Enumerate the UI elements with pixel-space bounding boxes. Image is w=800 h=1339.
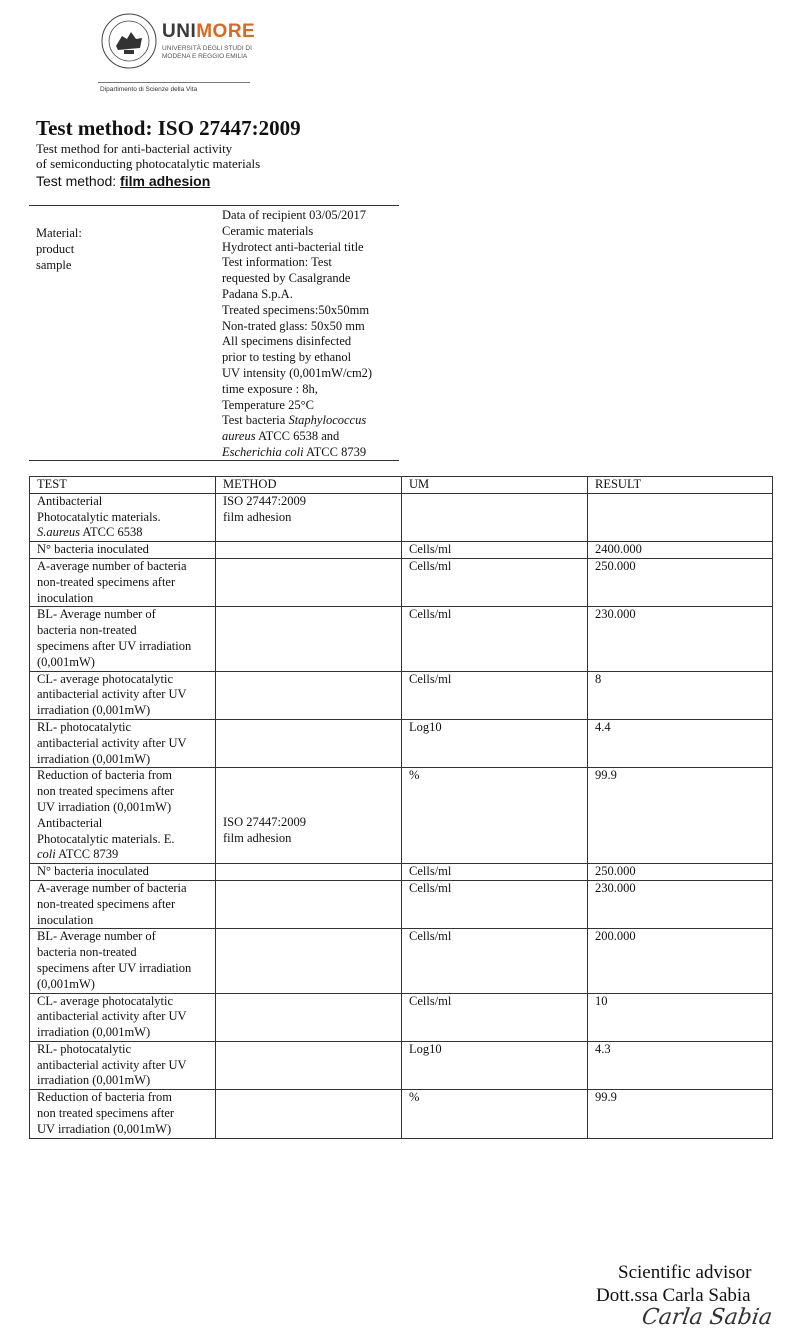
test-line: CL- average photocatalytic bbox=[37, 993, 174, 1008]
test-line: BL- Average number of bbox=[37, 929, 156, 944]
um-cell: Log10 bbox=[402, 1041, 588, 1089]
um-cell: Cells/ml bbox=[402, 864, 588, 881]
um-cell: Log10 bbox=[402, 719, 588, 767]
strain-code: ATCC 6538 bbox=[79, 525, 143, 540]
subtitle-line2: of semiconducting photocatalytic materials bbox=[36, 156, 261, 171]
test-line: Antibacterial bbox=[37, 493, 103, 508]
table-row bbox=[30, 493, 773, 541]
method-cell bbox=[216, 880, 402, 928]
results-table bbox=[29, 476, 773, 1139]
result-cell: 99.9 bbox=[588, 1090, 773, 1138]
university-line1: UNIVERSITÀ DEGLI STUDI DI bbox=[162, 45, 252, 52]
test-line: irradiation (0,001mW) bbox=[37, 703, 151, 718]
test-line: Reduction of bacteria from bbox=[37, 768, 173, 783]
detail-italic: aureus bbox=[222, 429, 256, 444]
header-method: METHOD bbox=[216, 477, 402, 494]
um-cell: Cells/ml bbox=[402, 993, 588, 1041]
detail-line: All specimens disinfected bbox=[222, 334, 352, 349]
test-line: CL- average photocatalytic bbox=[37, 671, 174, 686]
method-cell bbox=[216, 607, 402, 671]
test-cell bbox=[30, 493, 216, 541]
test-line: UV irradiation (0,001mW) bbox=[37, 799, 172, 814]
detail-text: Test bacteria bbox=[222, 413, 289, 428]
test-line: antibacterial activity after UV bbox=[37, 735, 187, 750]
test-line: non treated specimens after bbox=[37, 784, 175, 799]
detail-text: ATCC 6538 and bbox=[255, 429, 340, 444]
material-label: Material: bbox=[36, 226, 82, 240]
result-cell: 250.000 bbox=[588, 558, 773, 606]
test-line: irradiation (0,001mW) bbox=[37, 1073, 151, 1088]
signature-name: Dott.ssa Carla Sabia bbox=[596, 1285, 751, 1306]
organism-name: coli bbox=[37, 847, 56, 862]
detail-line bbox=[222, 445, 402, 461]
result-cell: 250.000 bbox=[588, 864, 773, 881]
detail-line bbox=[222, 413, 402, 429]
test-line: (0,001mW) bbox=[37, 976, 95, 991]
um-cell: % bbox=[402, 768, 588, 864]
detail-line: Data of recipient 03/05/2017 bbox=[222, 208, 367, 222]
material-labels bbox=[36, 225, 82, 273]
page-title: Test method: ISO 27447:2009 bbox=[36, 116, 301, 140]
method-line: ISO 27447:2009 bbox=[223, 815, 306, 830]
method-line: ISO 27447:2009 bbox=[223, 493, 306, 508]
table-row bbox=[30, 929, 773, 993]
info-top-rule bbox=[29, 205, 399, 206]
brand-name bbox=[162, 22, 255, 42]
detail-italic: Staphylococcus bbox=[288, 413, 367, 428]
test-cell bbox=[30, 1041, 216, 1089]
method-cell bbox=[216, 1090, 402, 1138]
um-cell: Cells/ml bbox=[402, 929, 588, 993]
method-line: film adhesion bbox=[223, 509, 292, 524]
test-line: non treated specimens after bbox=[37, 1106, 175, 1121]
detail-italic: Escherichia coli bbox=[222, 444, 304, 459]
test-method-line bbox=[36, 173, 210, 189]
test-method-label: Test method: bbox=[36, 173, 121, 189]
table-row bbox=[30, 671, 773, 719]
test-cell bbox=[30, 929, 216, 993]
table-row bbox=[30, 558, 773, 606]
test-cell bbox=[30, 993, 216, 1041]
test-line: BL- Average number of bbox=[37, 607, 156, 622]
university-line2: MODENA E REGGIO EMILIA bbox=[162, 53, 248, 60]
table-row bbox=[30, 993, 773, 1041]
detail-line: UV intensity (0,001mW/cm2) bbox=[222, 365, 373, 380]
test-line: RL- photocatalytic bbox=[37, 1041, 132, 1056]
method-cell bbox=[216, 993, 402, 1041]
test-line: bacteria non-treated bbox=[37, 945, 137, 960]
header-um: UM bbox=[402, 477, 588, 494]
handwritten-signature: Carla Sabia bbox=[640, 1305, 774, 1330]
test-line: irradiation (0,001mW) bbox=[37, 1025, 151, 1040]
detail-text: ATCC 8739 bbox=[303, 444, 367, 459]
result-cell: 10 bbox=[588, 993, 773, 1041]
um-cell: % bbox=[402, 1090, 588, 1138]
test-cell bbox=[30, 542, 216, 559]
method-cell bbox=[216, 542, 402, 559]
detail-line: time exposure : 8h, bbox=[222, 381, 318, 396]
table-row bbox=[30, 864, 773, 881]
test-line: irradiation (0,001mW) bbox=[37, 751, 151, 766]
test-line: A-average number of bacteria bbox=[37, 558, 187, 573]
university-name bbox=[162, 45, 272, 61]
header-result: RESULT bbox=[588, 477, 773, 494]
university-logo bbox=[98, 12, 268, 96]
organism-name: S.aureus bbox=[37, 525, 80, 540]
test-method-value: film adhesion bbox=[120, 173, 211, 189]
detail-line: Non-trated glass: 50x50 mm bbox=[222, 318, 365, 333]
result-cell: 4.3 bbox=[588, 1041, 773, 1089]
test-cell bbox=[30, 671, 216, 719]
table-row bbox=[30, 719, 773, 767]
test-line: specimens after UV irradiation bbox=[37, 638, 192, 653]
test-line bbox=[37, 525, 215, 541]
test-cell bbox=[30, 558, 216, 606]
detail-line: Treated specimens:50x50mm bbox=[222, 302, 370, 317]
info-bottom-rule bbox=[29, 460, 399, 461]
signature-role: Scientific advisor bbox=[618, 1262, 752, 1283]
test-line: bacteria non-treated bbox=[37, 623, 137, 638]
result-cell: 2400.000 bbox=[588, 542, 773, 559]
test-line: specimens after UV irradiation bbox=[37, 960, 192, 975]
test-line: non-treated specimens after bbox=[37, 896, 176, 911]
method-cell bbox=[216, 929, 402, 993]
material-label: product bbox=[36, 242, 75, 256]
method-cell bbox=[216, 671, 402, 719]
university-seal-icon bbox=[100, 12, 158, 70]
test-line: N° bacteria inoculated bbox=[37, 542, 149, 557]
test-cell bbox=[30, 607, 216, 671]
um-cell: Cells/ml bbox=[402, 671, 588, 719]
test-line: non-treated specimens after bbox=[37, 574, 176, 589]
method-spacer bbox=[223, 768, 401, 815]
table-row bbox=[30, 880, 773, 928]
test-line: antibacterial activity after UV bbox=[37, 1009, 187, 1024]
result-cell: 200.000 bbox=[588, 929, 773, 993]
header-test: TEST bbox=[30, 477, 216, 494]
brand-part1: UNI bbox=[162, 21, 197, 42]
detail-line: requested by Casalgrande bbox=[222, 271, 351, 286]
detail-line: Temperature 25°C bbox=[222, 397, 314, 412]
test-cell bbox=[30, 864, 216, 881]
table-row bbox=[30, 542, 773, 559]
method-cell bbox=[216, 558, 402, 606]
um-cell: Cells/ml bbox=[402, 558, 588, 606]
table-header-row bbox=[30, 477, 773, 494]
subtitle-line1: Test method for anti-bacterial activity bbox=[36, 141, 233, 156]
table-row bbox=[30, 1041, 773, 1089]
test-line bbox=[37, 847, 215, 863]
test-line: RL- photocatalytic bbox=[37, 719, 132, 734]
method-cell bbox=[216, 719, 402, 767]
detail-line bbox=[222, 429, 402, 445]
test-line: A-average number of bacteria bbox=[37, 880, 187, 895]
detail-line: Padana S.p.A. bbox=[222, 286, 293, 301]
method-cell bbox=[216, 1041, 402, 1089]
table-row bbox=[30, 607, 773, 671]
test-line: antibacterial activity after UV bbox=[37, 1057, 187, 1072]
result-cell bbox=[588, 493, 773, 541]
strain-code: ATCC 8739 bbox=[55, 847, 119, 862]
detail-line: Test information: Test bbox=[222, 255, 332, 270]
detail-line: Ceramic materials bbox=[222, 223, 314, 238]
test-line: antibacterial activity after UV bbox=[37, 687, 187, 702]
sample-details bbox=[222, 208, 402, 461]
test-line: UV irradiation (0,001mW) bbox=[37, 1121, 172, 1136]
test-line: Photocatalytic materials. bbox=[37, 509, 161, 524]
result-cell: 230.000 bbox=[588, 607, 773, 671]
test-line: N° bacteria inoculated bbox=[37, 864, 149, 879]
um-cell bbox=[402, 493, 588, 541]
detail-line: prior to testing by ethanol bbox=[222, 350, 352, 365]
material-label: sample bbox=[36, 258, 72, 272]
method-line: film adhesion bbox=[223, 831, 292, 846]
test-line: Reduction of bacteria from bbox=[37, 1090, 173, 1105]
detail-line: Hydrotect anti-bacterial title bbox=[222, 239, 364, 254]
test-cell bbox=[30, 719, 216, 767]
test-line: inoculation bbox=[37, 912, 94, 927]
um-cell: Cells/ml bbox=[402, 880, 588, 928]
result-cell: 230.000 bbox=[588, 880, 773, 928]
test-line: Photocatalytic materials. E. bbox=[37, 831, 175, 846]
department-name: Dipartimento di Scienze della Vita bbox=[100, 86, 198, 93]
result-cell: 8 bbox=[588, 671, 773, 719]
method-cell bbox=[216, 493, 402, 541]
test-line: inoculation bbox=[37, 590, 94, 605]
um-cell: Cells/ml bbox=[402, 542, 588, 559]
header-divider bbox=[98, 82, 250, 83]
result-cell: 99.9 bbox=[588, 768, 773, 864]
table-row bbox=[30, 768, 773, 864]
test-line: Antibacterial bbox=[37, 815, 103, 830]
table-row bbox=[30, 1090, 773, 1138]
result-cell: 4.4 bbox=[588, 719, 773, 767]
test-cell bbox=[30, 768, 216, 864]
test-cell bbox=[30, 880, 216, 928]
test-line: (0,001mW) bbox=[37, 654, 95, 669]
brand-part2: MORE bbox=[196, 21, 256, 42]
um-cell: Cells/ml bbox=[402, 607, 588, 671]
test-cell bbox=[30, 1090, 216, 1138]
method-cell bbox=[216, 864, 402, 881]
method-cell bbox=[216, 768, 402, 864]
